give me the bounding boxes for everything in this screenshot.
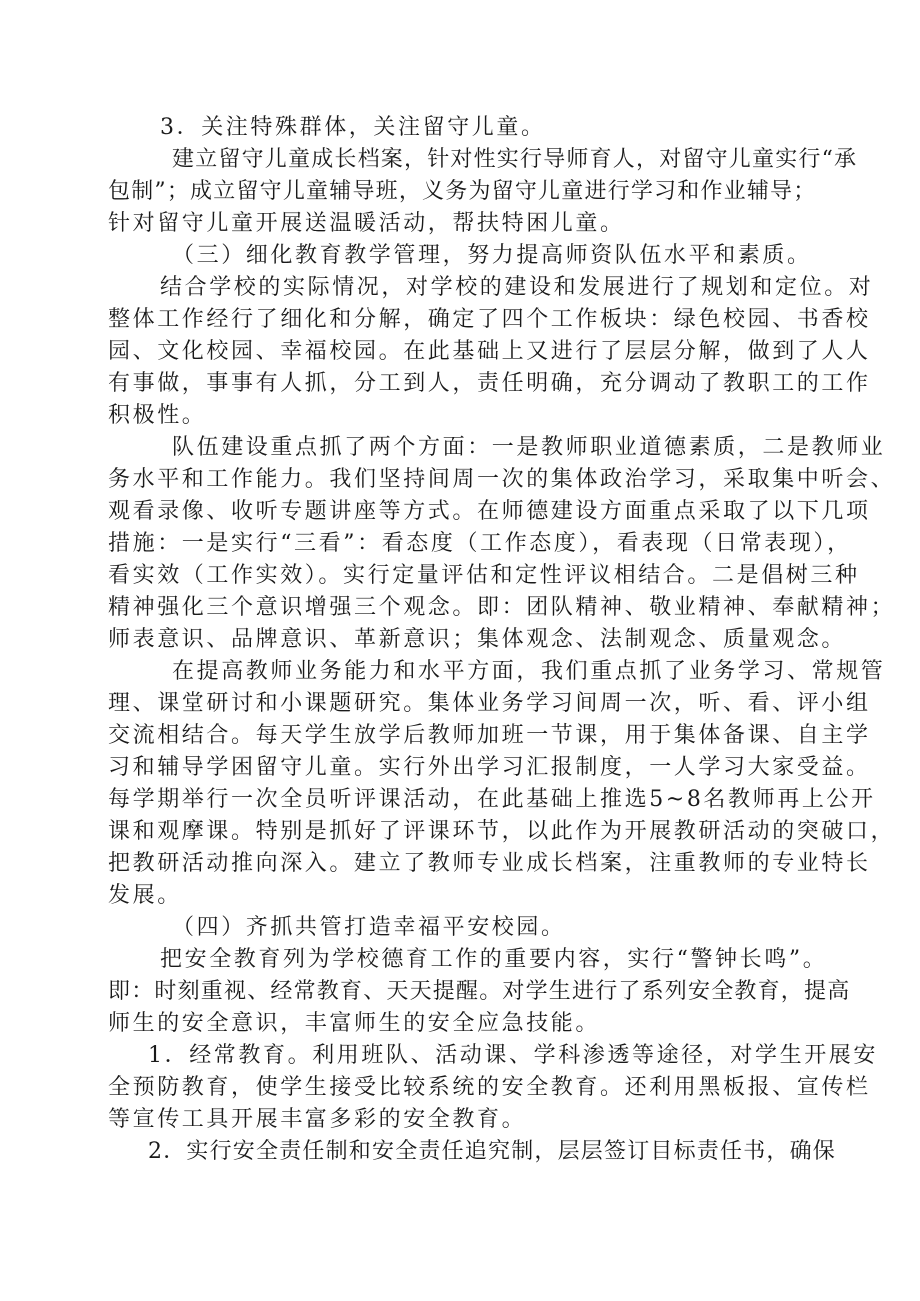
paragraph-line: 把教研活动推向深入。建立了教师专业成长档案，注重教师的专业特长 — [108, 851, 871, 876]
paragraph-line: 针对留守儿童开展送温暖活动，帮扶特困儿童。 — [108, 211, 625, 236]
numbered-item-2: 2．实行安全责任制和安全责任追究制，层层签订目标责任书，确保 — [148, 1139, 836, 1164]
paragraph-line: 师表意识、品牌意识、革新意识；集体观念、法制观念、质量观念。 — [108, 627, 847, 652]
paragraph-line: 措施：一是实行“三看”：看态度（工作态度），看表现（日常表现）， — [108, 531, 852, 556]
paragraph-line: 习和辅导学困留守儿童。实行外出学习汇报制度，一人学习大家受益。 — [108, 755, 871, 780]
paragraph-line: 全预防教育，使学生接受比较系统的安全教育。还利用黑板报、宣传栏 — [108, 1075, 871, 1100]
paragraph-line: 有事做，事事有人抓，分工到人，责任明确，充分调动了教职工的工作 — [108, 371, 871, 396]
paragraph-line: 看实效（工作实效）。实行定量评估和定性评议相结合。二是倡树三种 — [108, 563, 860, 588]
paragraph-line: 课和观摩课。特别是抓好了评课环节，以此作为开展教研活动的突破口， — [108, 819, 896, 844]
paragraph-line: 务水平和工作能力。我们坚持间周一次的集体政治学习，采取集中听会、 — [108, 467, 896, 492]
paragraph-line: 积极性。 — [108, 403, 207, 428]
paragraph-line: 等宣传工具开展丰富多彩的安全教育。 — [108, 1107, 527, 1132]
paragraph-line: 理、课堂研讨和小课题研究。集体业务学习间周一次，听、看、评小组 — [108, 691, 871, 716]
paragraph-line: 师生的安全意识，丰富师生的安全应急技能。 — [108, 1011, 601, 1036]
paragraph-line: 每学期举行一次全员听评课活动，在此基础上推选5~8名教师再上公开 — [108, 787, 876, 812]
numbered-item-3-heading: 3．关注特殊群体，关注留守儿童。 — [160, 115, 546, 140]
paragraph-line: 交流相结合。每天学生放学后教师加班一节课，用于集体备课、自主学 — [108, 723, 871, 748]
paragraph-line: 发展。 — [108, 883, 182, 908]
section-heading-3: （三）细化教育教学管理，努力提高师资队伍水平和素质。 — [172, 243, 812, 268]
paragraph-line: 在提高教师业务能力和水平方面，我们重点抓了业务学习、常规管 — [172, 659, 886, 684]
paragraph-line: 即：时刻重视、经常教育、天天提醒。对学生进行了系列安全教育，提高 — [108, 979, 851, 1004]
paragraph-line: 建立留守儿童成长档案，针对性实行导师育人，对留守儿童实行“承 — [172, 147, 858, 172]
paragraph-line: 精神强化三个意识增强三个观念。即：团队精神、敬业精神、奉献精神； — [108, 595, 896, 620]
paragraph-line: 整体工作经行了细化和分解，确定了四个工作板块：绿色校园、书香校 — [108, 307, 871, 332]
paragraph-line: 园、文化校园、幸福校园。在此基础上又进行了层层分解，做到了人人 — [108, 339, 871, 364]
paragraph-line: 结合学校的实际情况，对学校的建设和发展进行了规划和定位。对 — [160, 275, 874, 300]
numbered-item-1: 1．经常教育。利用班队、活动课、学科渗透等途径，对学生开展安 — [148, 1043, 878, 1068]
paragraph-line: 观看录像、收听专题讲座等方式。在师德建设方面重点采取了以下几项 — [108, 499, 871, 524]
paragraph-line: 包制”；成立留守儿童辅导班，义务为留守儿童进行学习和作业辅导； — [108, 179, 817, 204]
paragraph-line: 把安全教育列为学校德育工作的重要内容，实行“警钟长鸣”。 — [160, 947, 828, 972]
section-heading-4: （四）齐抓共管打造幸福平安校园。 — [172, 915, 566, 940]
paragraph-line: 队伍建设重点抓了两个方面：一是教师职业道德素质，二是教师业 — [172, 435, 886, 460]
